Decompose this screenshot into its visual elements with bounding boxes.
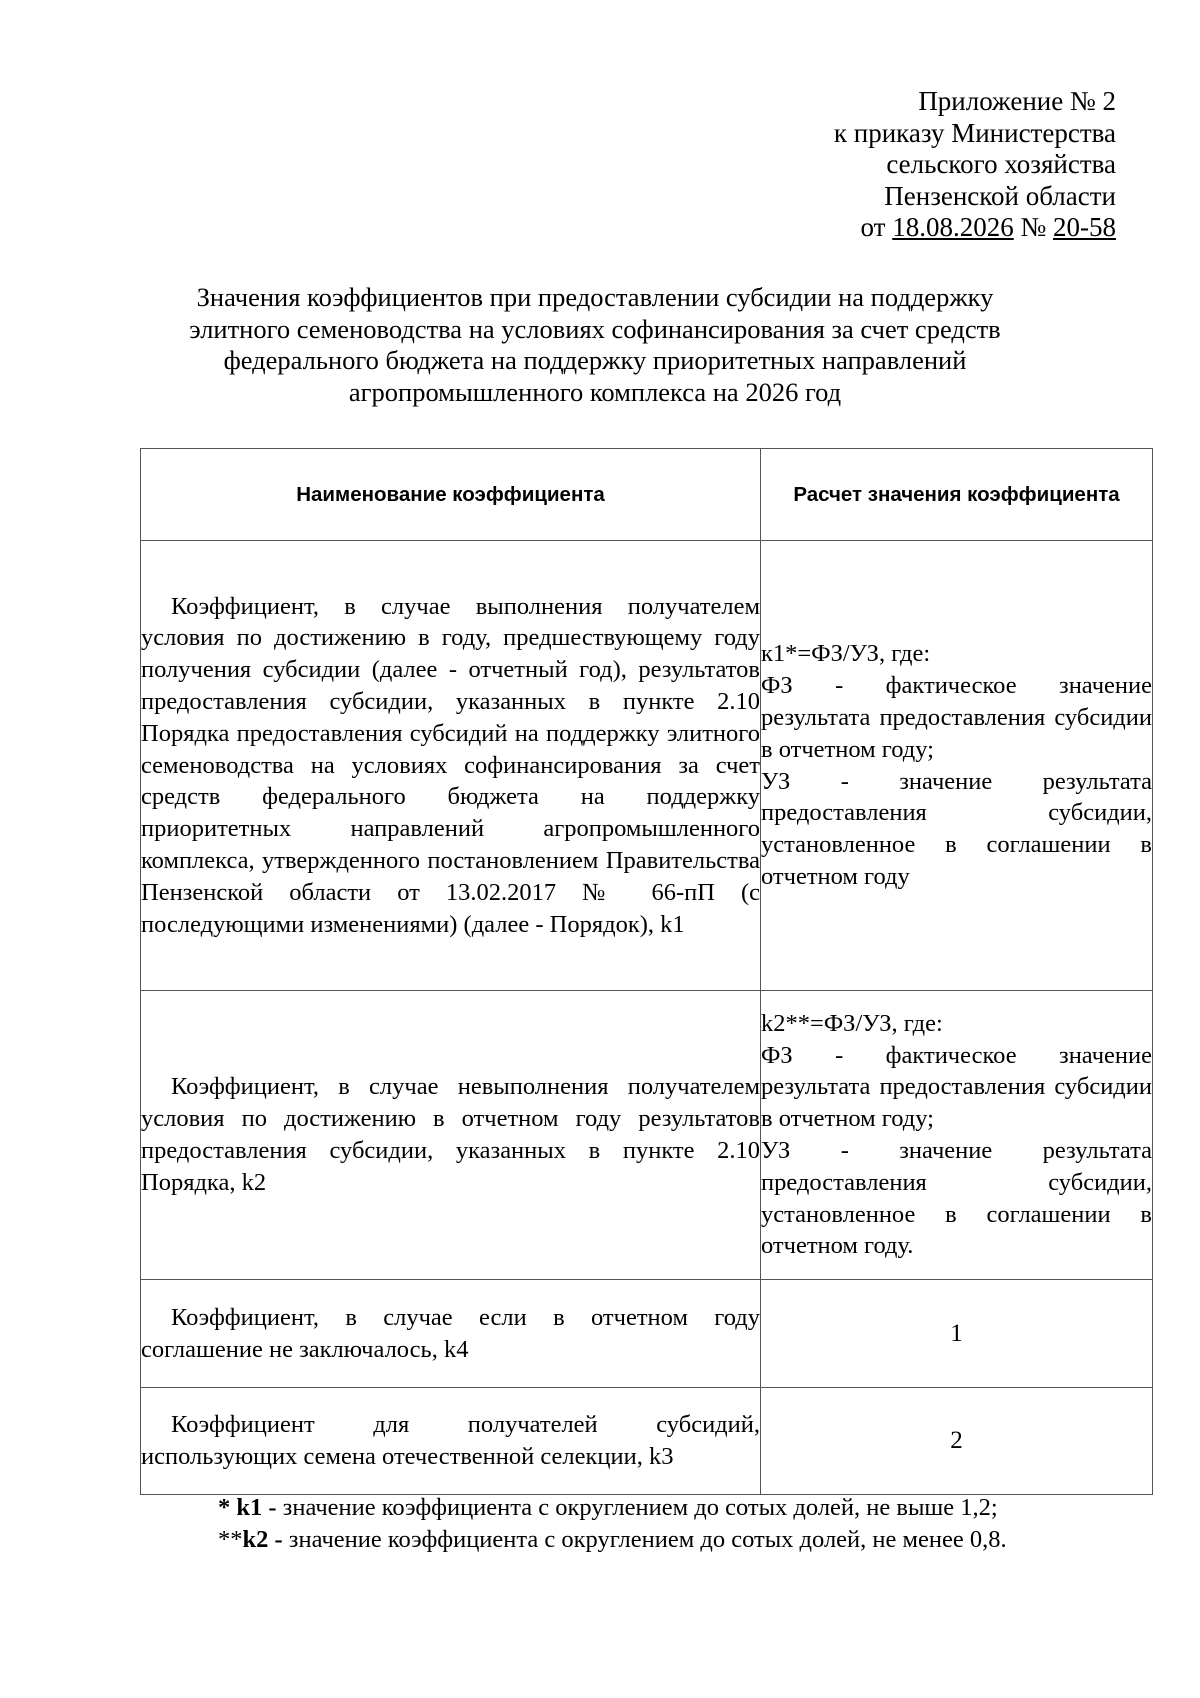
document-title bbox=[180, 282, 1010, 408]
coefficient-calc-cell bbox=[761, 541, 1153, 991]
coefficient-name-cell bbox=[141, 1388, 761, 1495]
calc-fz-definition: ФЗ - фактическое значение результата предоставления субсидии в отчетном году; bbox=[761, 672, 1152, 763]
footnote-k1-text: значение коэффициента с округлением до сотых долей, не выше 1,2; bbox=[276, 1494, 998, 1521]
coefficient-name-cell bbox=[141, 1280, 761, 1388]
table-row bbox=[141, 1388, 1153, 1495]
footnote-k2-text: значение коэффициента с округлением до сотых долей, не менее 0,8. bbox=[282, 1525, 1007, 1553]
coefficient-name: Коэффициент, в случае выполнения получателем условия по достижению в году, предшествующему году получения субсидии (далее - отчетный год), результатов предоставления субсидии, указанных в пункте 2.10 Порядка предоставления субсидий на поддержку элитного семеноводства на условиях софинансирования за счет средств федерального бюджета на поддержку приоритетных направлений агропромышленного комплекса, утвержденного постановлением Правительства Пензенской области от 13.02.2017 № 66-пП (с последующими изменениями) (далее - Порядок), k1 bbox=[141, 592, 760, 938]
table-header-row bbox=[141, 449, 1153, 541]
coefficients-table bbox=[140, 448, 1153, 1495]
coefficient-name: Коэффициент, в случае невыполнения получателем условия по достижению в отчетном году результатов предоставления субсидии, указанных в пункте 2.10 Порядка, k2 bbox=[141, 1073, 760, 1196]
coefficient-name-cell bbox=[141, 991, 761, 1280]
annex-line-3: сельского хозяйства bbox=[886, 149, 1116, 179]
annex-line-1: Приложение № 2 bbox=[918, 86, 1116, 116]
table-row bbox=[141, 541, 1153, 991]
title-line-2: элитного семеноводства на условиях софинансирования за счет средств bbox=[189, 313, 1001, 344]
header-coefficient-calculation: Расчет значения коэффициента bbox=[761, 449, 1153, 541]
coefficient-name-cell bbox=[141, 541, 761, 991]
coefficient-calc-cell bbox=[761, 991, 1153, 1280]
coefficient-name: Коэффициент для получателей субсидий, использующих семена отечественной селекции, k3 bbox=[141, 1411, 760, 1470]
coefficient-value: 2 bbox=[761, 1388, 1153, 1495]
header-coefficient-name: Наименование коэффициента bbox=[141, 449, 761, 541]
order-date: 18.08.2026 bbox=[892, 212, 1014, 242]
annex-header bbox=[834, 86, 1116, 244]
table-row bbox=[141, 1280, 1153, 1388]
footnote-k1-mark: * k1 - bbox=[218, 1494, 277, 1521]
footnote-k2 bbox=[218, 1524, 1007, 1556]
title-line-3: федерального бюджета на поддержку приоритетных направлений bbox=[223, 345, 967, 375]
calc-fz-definition: ФЗ - фактическое значение результата предоставления субсидии в отчетном году; bbox=[761, 1041, 1152, 1133]
table-row bbox=[141, 991, 1153, 1280]
annex-line-4: Пензенской области bbox=[884, 180, 1116, 211]
coefficient-value: 1 bbox=[761, 1280, 1153, 1388]
annex-date-line bbox=[834, 212, 1116, 244]
order-number: 20-58 bbox=[1053, 212, 1116, 242]
calc-formula: к1*=ФЗ/УЗ, где: bbox=[761, 640, 931, 668]
annex-line-2: к приказу Министерства bbox=[833, 117, 1116, 148]
date-prefix: от bbox=[860, 212, 886, 242]
number-sign: № bbox=[1020, 212, 1047, 242]
title-line-1: Значения коэффициентов при предоставлении субсидии на поддержку bbox=[196, 282, 994, 312]
footnote-k1 bbox=[218, 1492, 1007, 1524]
footnote-k2-stars: ** bbox=[218, 1525, 243, 1553]
footnotes bbox=[218, 1492, 1007, 1555]
calc-uz-definition: УЗ - значение результата предоставления субсидии, установленное в соглашении в отчетном году. bbox=[761, 1137, 1152, 1260]
calc-uz-definition: УЗ - значение результата предоставления субсидии, установленное в соглашении в отчетном году bbox=[761, 767, 1152, 890]
calc-formula: k2**=ФЗ/УЗ, где: bbox=[761, 1009, 943, 1037]
title-line-4: агропромышленного комплекса на 2026 год bbox=[348, 376, 842, 407]
coefficient-name: Коэффициент, в случае если в отчетном году соглашение не заключалось, k4 bbox=[141, 1303, 760, 1363]
footnote-k2-mark: k2 - bbox=[242, 1525, 283, 1553]
